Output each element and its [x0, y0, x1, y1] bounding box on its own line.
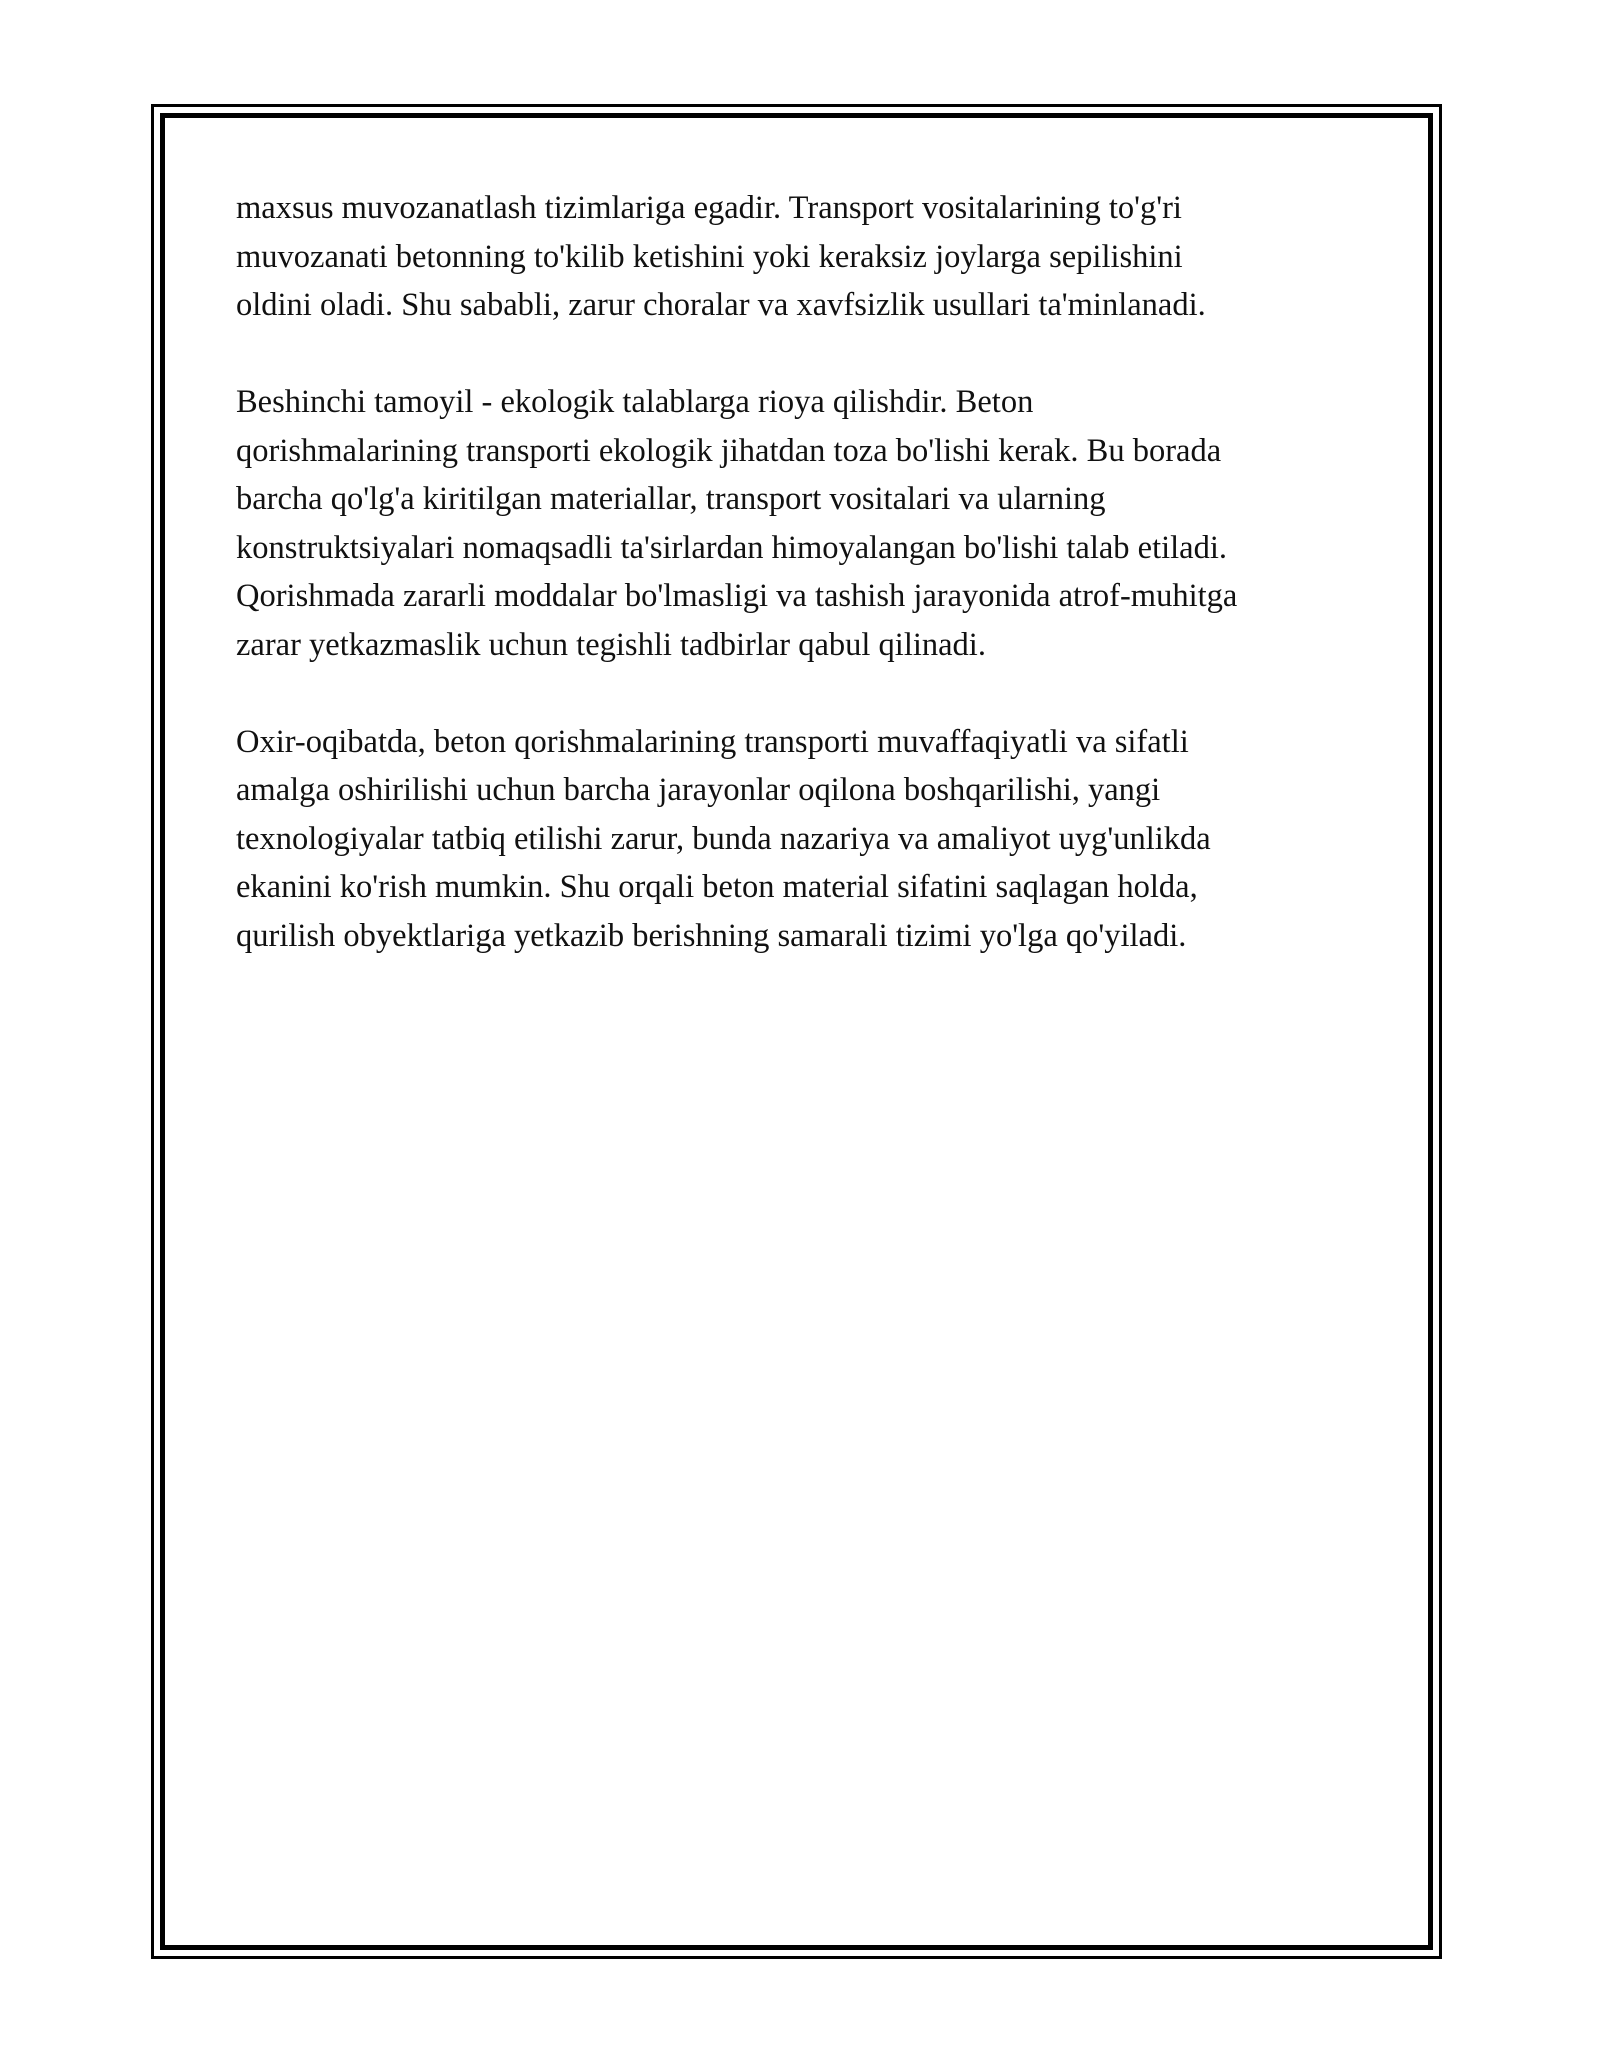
paragraph-2: Beshinchi tamoyil - ekologik talablarga rioya qilishdir. Beton qorishmalarining transporti ekologik jihatdan toza bo'lishi kerak. Bu borada barcha qo'lg'a kiritilgan materiallar, transport vositalari va ularning konstruktsiyalari nomaqsadli ta'sirlardan himoyalangan bo'lishi talab etiladi. Qorishmada zararli moddalar bo'lmasligi va tashish jarayonida atrof-muhitga zarar yetkazmaslik uchun tegishli tadbirlar qabul qilinadi. — [236, 384, 1238, 663]
page-content — [236, 184, 1386, 1009]
paragraph-3: Oxir-oqibatda, beton qorishmalarining transporti muvaffaqiyatli va sifatli amalga oshirilishi uchun barcha jarayonlar oqilona boshqarilishi, yangi texnologiyalar tatbiq etilishi zarur, bunda nazariya va amaliyot uyg'unlikda ekanini ko'rish mumkin. Shu orqali beton material sifatini saqlagan holda, qurilish obyektlariga yetkazib berishning samarali tizimi yo'lga qo'yiladi. — [236, 723, 1211, 954]
paragraph-1: maxsus muvozanatlash tizimlariga egadir. Transport vositalarining to'g'ri muvozanati betonning to'kilib ketishini yoki keraksiz joylarga sepilishini oldini oladi. Shu sababli, zarur choralar va xavfsizlik usullari ta'minlanadi. — [236, 190, 1206, 323]
